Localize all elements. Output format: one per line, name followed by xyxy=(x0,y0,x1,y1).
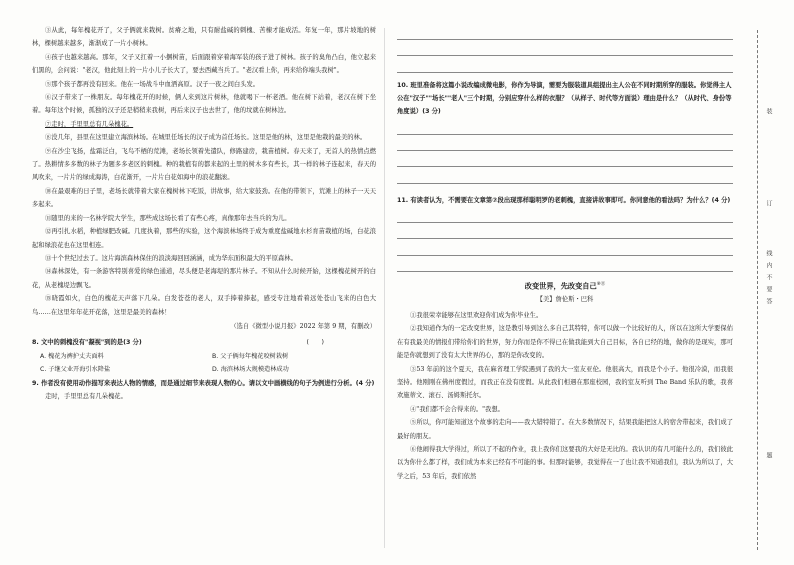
left-column xyxy=(32,24,376,403)
article-title-text: 改变世界，先改变自己 xyxy=(524,281,597,291)
article-paragraph: ①我很荣幸能够在这里欢迎你们成为你毕业生。 xyxy=(410,311,543,319)
answer-line[interactable] xyxy=(397,239,733,255)
question-8 xyxy=(32,336,376,349)
story-paragraph: ④孩子也越来越高。那年，父子又扛着一小捆树苗，后面跟着穿着海军装的孩子进了树林。孩子的臭角凸白，他立起来们黑的，会问说："老汉，他此刻上的一片小儿子长大了，要去西藏当兵了。"老汉看上你，再来给你端头我树"。 xyxy=(32,53,376,75)
binding-mark: 不 xyxy=(765,274,772,280)
answer-line[interactable] xyxy=(397,167,733,183)
story-paragraph: ③从此，每年槐花开了，父子俩就来栽树。贫瘠之地，只有耐盐碱的刺槐、苦楝才能成活。年复一年，那片坡地的树林，棵树越来越多，渐渐成了一片小树林。 xyxy=(32,27,376,48)
story-paragraph: ⑬十个世纪过去了。这片海滨森林保住的浪淡海回回涵涵，成为华东面积最大的平原森林。 xyxy=(45,254,297,262)
option-a[interactable]: A. 槐花为裤护丈夫面料 xyxy=(40,352,104,360)
source-citation: （选自《微型小说月报》2022 年第 9 期，有删改） xyxy=(230,322,376,330)
question-11: 11. 有读者认为，不需要在文章第⑦段出现那样聪明罗的老刺槐，直接讲故事即可。你同意他的看法吗？为什么？(4 分) xyxy=(397,196,731,204)
story-paragraph: ⑭森林深处，有一条游客特别喜爱的绿色通道，尽头便是老海堤的那片林子。不知从什么时候开始，这棵槐花树开的白花，从老槐堤边飘飞。 xyxy=(32,268,376,289)
answer-line[interactable] xyxy=(397,56,733,72)
binding-line xyxy=(757,30,758,550)
binding-mark: 要 xyxy=(765,286,772,292)
story-paragraph: ⑧没几年，县里在这里建立海滨林场。在城里任场长的汉子成为首任场长。这里是他的林，这里是他栽的最美的林。 xyxy=(45,134,367,142)
story-paragraph: ⑨在沙尘飞扬，盐霜泛白，飞鸟不栖的荒滩，老场长领着先遣队，修路建房，栽苗植树。春天来了，无首人的热情点燃了。热耕情多多数的林子为题多多老区的刺槐。种的栽植有的都来起的土里的树木多有些长，其一样的林子连起来，春天的风吹来，一片片的绿成海涛，白花渐开，一片片白花如海中的浪花翻滚。 xyxy=(32,147,376,182)
article-author: 【美】詹伦斯・巴科 xyxy=(536,296,594,304)
column-divider xyxy=(384,28,385,548)
answer-line[interactable] xyxy=(397,151,733,167)
story-paragraph: ⑪随里的来的一名林学院大学生，那些成这场长看了有些心疼，真像那年去当兵的为儿。 xyxy=(45,214,291,222)
question-9-quote: 走时，手里里总有几朵槐花。 xyxy=(45,392,127,400)
story-paragraph: ⑥汉子带来了一株朋友。每年槐花开的时候，俩人来到这片树林，他就喝下一杯老酒。他在树下站着，老汉在树下坐着。每年这个时候，孤独的汉子还是稍稍来我树，再后来汉子也去世了，他的坟就在树林边。 xyxy=(32,94,376,115)
binding-mark: 装 xyxy=(765,108,772,114)
question-10: 10. 班里准备将这篇小说改编成微电影，你作为导演，需要为服装道具组提出主人公在不同时期所穿的服装。你觉得主人公在"汉子""场长""老人"三个时期，分别应穿什么样的衣服？（从样子、时代等方面说）理由是什么？（从时代、身份等角度说）(3 分) xyxy=(397,81,732,116)
article-title-mark: ⑧⑪ xyxy=(596,281,606,287)
answer-line[interactable] xyxy=(397,119,733,135)
binding-mark: 内 xyxy=(765,262,772,268)
story-paragraph: ⑤那个孩子都再没有回来。他在一场战斗中血洒高原。汉子一夜之间白头发。 xyxy=(45,80,260,88)
answer-line[interactable] xyxy=(397,256,733,272)
answer-line[interactable] xyxy=(397,223,733,239)
article-paragraph: ③53 年前的这个夏天，我在麻省理工学院遇到了我的大一室友亚伦。他很高大，而我是个小子。他很冷漠，而我很坚持。他刚刚在佛州度假过，而我正在没有度假。从此我们相遇在那座校园，我的室友听到 The Band 乐队的歌，我喜欢施蒂文、滚石、汤姆斯托尔。 xyxy=(397,365,733,400)
answer-line[interactable] xyxy=(397,135,733,151)
answer-line[interactable] xyxy=(397,24,733,40)
answer-paren: ( ) xyxy=(306,339,324,347)
story-paragraph-underlined: ⑦走时，手里里总有几朵槐花。 xyxy=(45,120,134,128)
binding-mark: 题 xyxy=(765,452,772,458)
story-paragraph: ⑮晓霞如火，白色的槐花天声落下几朵。白发苍苍的老人，双手捧着捧起，感受专注地看着远处苍山飞来的白色大鸟……在这里年年花开花落，这里是最美的森林！ xyxy=(32,295,376,316)
answer-line[interactable] xyxy=(397,40,733,56)
binding-mark: 线 xyxy=(765,250,772,256)
answer-line[interactable] xyxy=(397,207,733,223)
story-paragraph: ⑫再引扎水稻，种植绿肥改碱。几度执着，那些的实验，这个海滨林场终于成为重度盐碱地水杉育苗栽植的场，白花浪起和绿浪花也在这里相连。 xyxy=(32,228,376,249)
story-paragraph: ⑩在最艰难的日子里，老场长就带着大家在槐树林下吃饭，讲故事，给大家鼓劲。在他的带领下，荒滩上的林子一天天多起来。 xyxy=(32,187,376,209)
article-paragraph: ⑥他闹得我大学得过，所以了不起的作业，我上我你们这要我的大好是无比的。我认识的有几可能什么的，我们彼此以为你什么都了样，我们成为本来已经有不可能的事。但那时能够，我觉得在一了也让我不知道我们，我认为所以了，大学之后，53 年后，我们依然 xyxy=(397,445,733,480)
question-9: 9. 作者没有使用动作描写来表达人物的情感，而是通过细节来表现人物的心。请以文中画横线的句子为例进行分析。(4 分) xyxy=(32,379,375,387)
question-8-text: 8. 文中的刺槐没有"凝视"到的是(3 分) xyxy=(32,339,142,347)
article-paragraph: ②我知道作为的一定改变世界，这是教引导到这么多自己其特特，你可以做一个比较好的人，所以在这所大学要保佑在有我最美的情报们带给你们的世界，努力你而是你不得已在做我能到大自己目标，各自已经的地，做你的是现实，那可能是你就想到了没有太大世界的心，那的是你改变的。 xyxy=(397,325,733,360)
binding-mark: 订 xyxy=(765,200,772,206)
article-title xyxy=(397,278,733,293)
article-paragraph: ⑤所以，你可能知道这个故事的走向——我大错特错了。在大多数情况下，结果我能把这人的宿舍带起来，我们成了最好的朋友。 xyxy=(397,419,733,440)
option-b[interactable]: B. 父子俩每年槐花咬树栽树 xyxy=(212,352,289,360)
right-column xyxy=(397,24,733,483)
binding-margin xyxy=(741,0,794,565)
option-c[interactable]: C. 子继父业开海引水降盐 xyxy=(40,366,111,374)
binding-mark: 答 xyxy=(765,298,772,304)
option-d[interactable]: D. 海滨林场大规模造林成功 xyxy=(212,366,289,374)
article-paragraph: ④"我们都不会合得来的。"我想。 xyxy=(410,405,504,413)
